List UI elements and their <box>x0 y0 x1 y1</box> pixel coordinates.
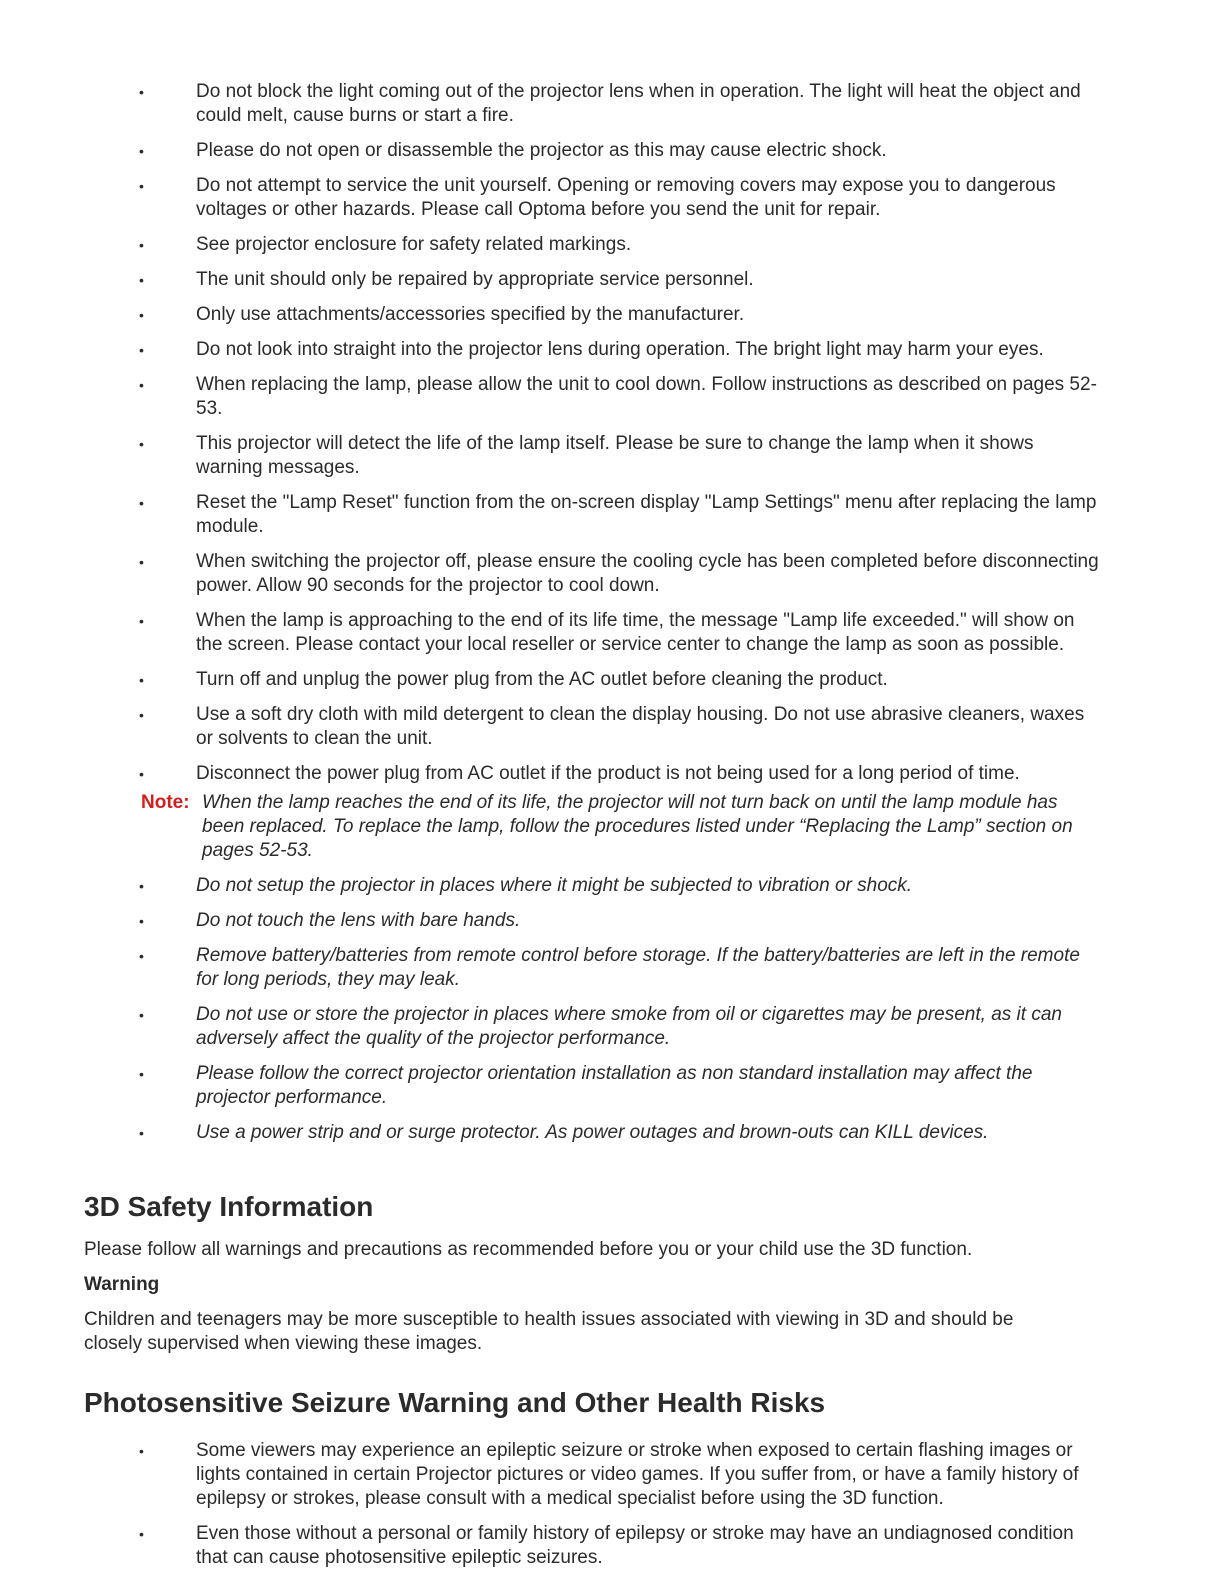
3d-safety-intro: Please follow all warnings and precautions as recommended before you or your child use the 3D function. <box>84 1239 973 1260</box>
lamp-note <box>0 791 1224 863</box>
list-item: • Please do not open or disassemble the projector as this may cause electric shock. <box>139 140 887 161</box>
list-item: • Remove battery/batteries from remote control before storage. If the battery/batteries are left in the remote for long periods, they may leak. <box>139 945 1080 990</box>
warning-subheading: Warning <box>84 1274 160 1295</box>
list-item: • Please follow the correct projector orientation installation as non standard installation may affect the projector performance. <box>139 1063 1033 1108</box>
bullet-icon: • <box>139 554 144 570</box>
list-item: • Some viewers may experience an epileptic seizure or stroke when exposed to certain flashing images or lights contained in certain Projector pictures or video games. If you suffer from, or have a family history of epilepsy or strokes, please consult with a medical specialist before using the 3D function. <box>139 1440 1079 1509</box>
bullet-icon: • <box>139 766 144 782</box>
list-item: • Do not look into straight into the projector lens during operation. The bright light may harm your eyes. <box>139 339 1044 360</box>
list-item: • See projector enclosure for safety related markings. <box>139 234 632 255</box>
list-item: • This projector will detect the life of the lamp itself. Please be sure to change the lamp when it shows warning messages. <box>139 433 1034 478</box>
bullet-icon: • <box>139 342 144 358</box>
bullet-icon: • <box>139 436 144 452</box>
note-label: Note: <box>141 792 190 813</box>
bullet-icon: • <box>139 143 144 159</box>
list-item: • The unit should only be repaired by appropriate service personnel. <box>139 269 754 290</box>
bullet-icon: • <box>139 707 144 723</box>
bullet-icon: • <box>139 913 144 929</box>
list-item: • Reset the "Lamp Reset" function from the on-screen display "Lamp Settings" menu after replacing the lamp module. <box>139 492 1097 537</box>
bullet-icon: • <box>139 495 144 511</box>
bullet-icon: • <box>139 84 144 100</box>
bullet-icon: • <box>139 307 144 323</box>
section-heading-3d-safety: 3D Safety Information <box>84 1191 374 1222</box>
bullet-icon: • <box>139 1066 144 1082</box>
list-item: • Disconnect the power plug from AC outlet if the product is not being used for a long period of time. <box>139 763 1020 784</box>
list-item: • Do not setup the projector in places where it might be subjected to vibration or shock. <box>139 875 913 896</box>
bullet-icon: • <box>139 1007 144 1023</box>
note-text: When the lamp reaches the end of its life, the projector will not turn back on until the lamp module has been replaced. To replace the lamp, follow the procedures listed under “Replacing the Lamp” section on pages 52-53. <box>202 792 1073 861</box>
list-item: • Use a soft dry cloth with mild detergent to clean the display housing. Do not use abrasive cleaners, waxes or solvents to clean the unit. <box>139 704 1085 749</box>
bullet-icon: • <box>139 878 144 894</box>
list-item: • When switching the projector off, please ensure the cooling cycle has been completed before disconnecting power. Allow 90 seconds for the projector to cool down. <box>139 551 1099 596</box>
list-item: • When replacing the lamp, please allow the unit to cool down. Follow instructions as described on pages 52-53. <box>139 374 1097 419</box>
bullet-icon: • <box>139 613 144 629</box>
list-item: • When the lamp is approaching to the end of its life time, the message "Lamp life exceeded." will show on the screen. Please contact your local reseller or service center to change the lamp as soon as possible. <box>139 610 1075 655</box>
list-item: • Use a power strip and or surge protector. As power outages and brown-outs can KILL devices. <box>139 1122 989 1143</box>
bullet-icon: • <box>139 672 144 688</box>
section-heading-photosensitive: Photosensitive Seizure Warning and Other Health Risks <box>84 1387 826 1418</box>
bullet-icon: • <box>139 377 144 393</box>
bullet-icon: • <box>139 272 144 288</box>
bullet-icon: • <box>139 1125 144 1141</box>
photosensitive-bullet-list <box>0 1439 1224 1581</box>
list-item: • Do not block the light coming out of the projector lens when in operation. The light will heat the object and could melt, cause burns or start a fire. <box>139 81 1081 126</box>
warning-text: Children and teenagers may be more susceptible to health issues associated with viewing in 3D and should be closely supervised when viewing these images. <box>84 1309 1014 1354</box>
list-item: • Do not use or store the projector in places where smoke from oil or cigarettes may be present, as it can adversely affect the quality of the projector performance. <box>139 1004 1062 1049</box>
bullet-icon: • <box>139 948 144 964</box>
list-item: • Only use attachments/accessories specified by the manufacturer. <box>139 304 745 325</box>
bullet-icon: • <box>139 1443 144 1459</box>
safety-bullet-list <box>0 80 1224 1156</box>
bullet-icon: • <box>139 178 144 194</box>
list-item: • Turn off and unplug the power plug from the AC outlet before cleaning the product. <box>139 669 888 690</box>
bullet-icon: • <box>139 237 144 253</box>
list-item: • Do not attempt to service the unit yourself. Opening or removing covers may expose you to dangerous voltages or other hazards. Please call Optoma before you send the unit for repair. <box>139 175 1056 220</box>
list-item: • Do not touch the lens with bare hands. <box>139 910 521 931</box>
list-item: • Even those without a personal or family history of epilepsy or stroke may have an undiagnosed condition that can cause photosensitive epileptic seizures. <box>139 1523 1074 1568</box>
bullet-icon: • <box>139 1526 144 1542</box>
